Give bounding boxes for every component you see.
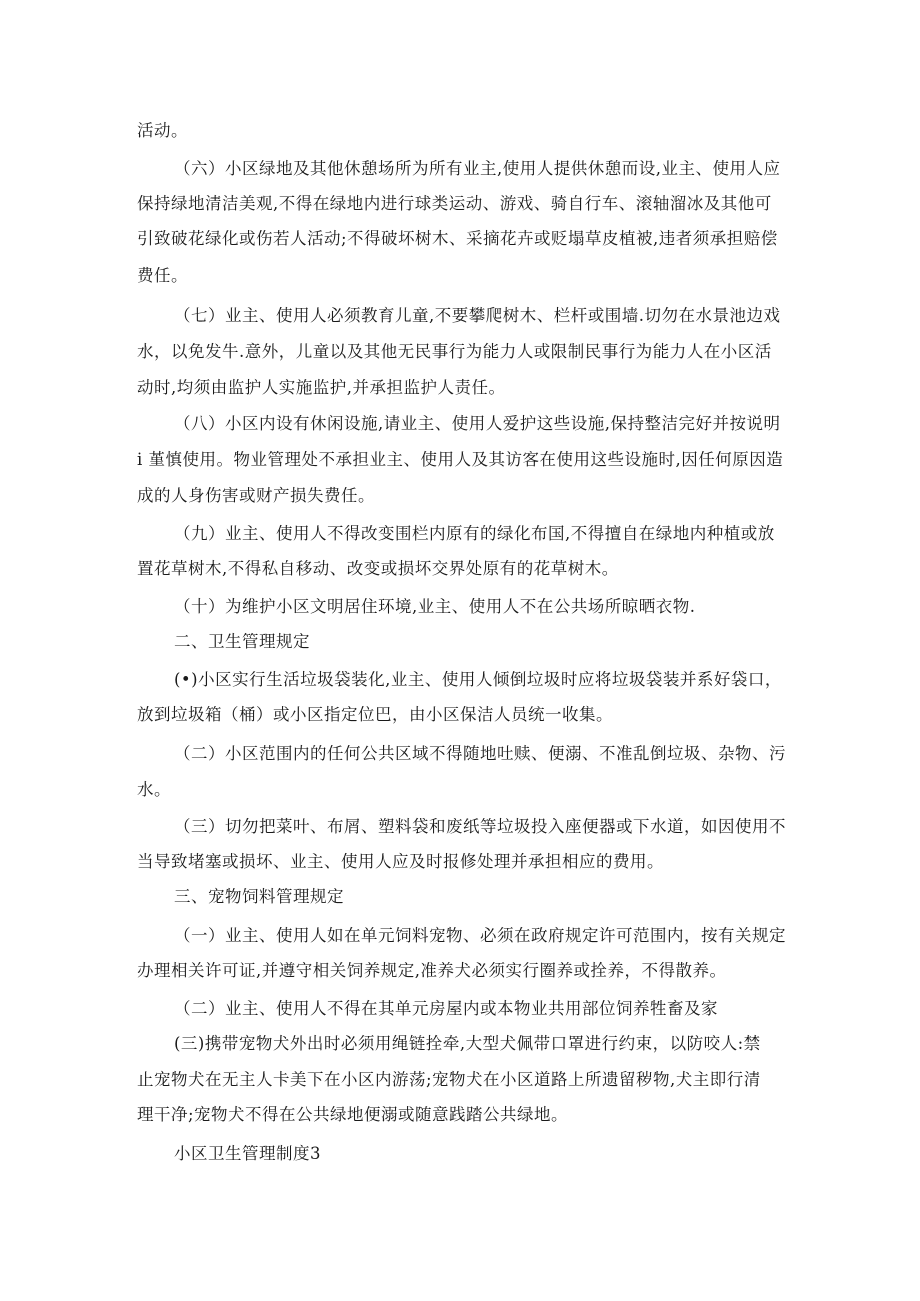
paragraph-7-line-3: 动时,均须由监护人实施监护,并承担监护人责任。 — [137, 378, 506, 397]
text-line: 活动。 — [137, 121, 188, 140]
hygiene-item-3-line-2: 当导致堵塞或损坏、业主、使用人应及时报修处理并承担相应的费用。 — [137, 852, 664, 871]
paragraph-6-line-2: 保持绿地清洁美观,不得在绿地内进行球类运动、游戏、骑自行车、滚轴溜冰及其他可 — [137, 194, 772, 213]
paragraph-7-line-2: 水，以免发牛.意外，儿童以及其他无民事行为能力人或限制民事行为能力人在小区活 — [137, 342, 772, 361]
paragraph-8-line-3: 成的人身伤害或财产损失费任。 — [137, 486, 375, 505]
paragraph-8-line-1: （八）小区内设有休闲设施,请业主、使用人爱护这些设施,保持整洁完好并按说明 — [174, 414, 781, 433]
paragraph-6-line-4: 费任。 — [137, 266, 188, 285]
pets-item-1-line-1: （一）业主、使用人如在单元饲料宠物、必须在政府规定许可范围内，按有关规定 — [174, 926, 786, 945]
pets-item-1-line-2: 办理相关许可证,并遵守相关饲养规定,准养犬必须实行圈养或拴养，不得散养。 — [137, 961, 727, 980]
pets-item-3-line-2: 止宠物犬在无主人卡美下在小区内游荡;宠物犬在小区道路上所遗留秽物,犬主即行清 — [137, 1070, 761, 1089]
hygiene-item-3-line-1: （三）切勿把菜叶、布屑、塑料袋和废纸等垃圾投入座便器或下水道，如因使用不 — [174, 817, 786, 836]
hygiene-item-2-line-1: （二）小区范围内的任何公共区域不得随地吐赎、便溺、不准乱倒垃圾、杂物、污 — [174, 744, 786, 763]
hygiene-item-1-line-1: (•)小区实行生活垃圾袋装化,业主、使用人倾倒垃圾时应将垃圾袋装并系好袋口， — [174, 670, 782, 689]
pets-item-3-line-1: (三)携带宠物犬外出时必须用绳链拴牵,大型犬佩带口罩进行约束，以防咬人:禁 — [174, 1034, 761, 1053]
section-heading-pets: 三、宠物饲料管理规定 — [174, 887, 344, 906]
hygiene-item-1-line-2: 放到垃圾箱（桶）或小区指定位巴，由小区保洁人员统一收集。 — [137, 705, 613, 724]
paragraph-9-line-2: 置花草树木,不得私自移动、改变或损坏交界处原有的花草树木。 — [137, 559, 619, 578]
paragraph-6-line-1: （六）小区绿地及其他休憩场所为所有业主,使用人提供休憩而设,业主、使用人应 — [174, 159, 781, 178]
hygiene-item-2-line-2: 水。 — [137, 780, 171, 799]
pets-item-3-line-3: 理干净;宠物犬不得在公共绿地便溺或随意践踏公共绿地。 — [137, 1105, 569, 1124]
pets-item-2-line-1: （二）业主、使用人不得在其单元房屋内或本物业共用部位饲养牲畜及家 — [174, 999, 718, 1018]
paragraph-9-line-1: （九）业主、使用人不得改变围栏内原有的绿化布国,不得擅自在绿地内种植或放 — [174, 524, 775, 543]
paragraph-8-line-2: i 堇慎使用。物业管理处不承担业主、使用人及其访客在使用这些设施时,因任何原因造 — [137, 450, 784, 469]
section-heading-hygiene: 二、卫生管理规定 — [174, 632, 310, 651]
paragraph-10-line-1: （十）为维护小区文明居住环境,业主、使用人不在公共场所晾晒衣物. — [174, 597, 696, 616]
paragraph-6-line-3: 引致破花绿化或伤若人活动;不得破坏树木、采摘花卉或贬塌草皮植被,违者须承担赔偿 — [137, 229, 778, 248]
next-section-title: 小区卫生管理制度3 — [174, 1144, 321, 1163]
paragraph-7-line-1: （七）业主、使用人必须教育儿童,不要攀爬树木、栏杆或围墙.切勿在水景池边戏 — [174, 306, 781, 325]
